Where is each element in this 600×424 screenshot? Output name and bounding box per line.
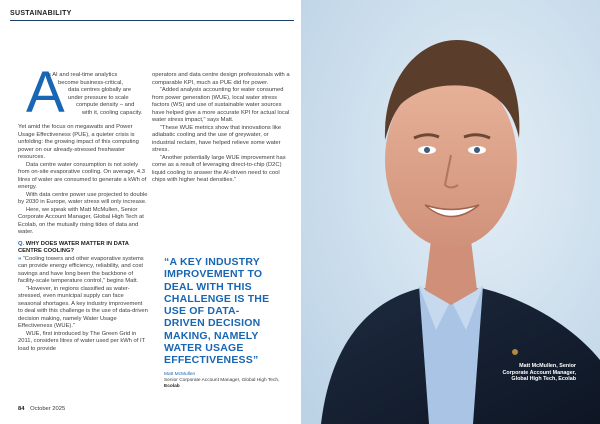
body-paragraph: “These WUE metrics show that innovations like adiabatic cooling and the use of greywater, or industrial reclaim, have helped relieve some water stress. bbox=[152, 124, 282, 153]
intro-line: data centres globally are bbox=[68, 87, 132, 93]
question-mark: Q. bbox=[18, 240, 25, 247]
body-paragraph bbox=[18, 256, 148, 286]
body-paragraph: With data centre power use projected to double by 2030 in Europe, water stress will only increase. bbox=[18, 191, 148, 205]
section-divider bbox=[10, 20, 294, 21]
credit-company: Ecolab bbox=[164, 384, 180, 389]
section-header bbox=[10, 10, 294, 17]
quote-credit bbox=[164, 372, 284, 390]
portrait-illustration bbox=[301, 0, 600, 424]
portrait-photo bbox=[301, 0, 600, 424]
body-paragraph: operators and data centre design professionals with a comparable KPI, much as PUE did for power. bbox=[152, 72, 290, 86]
intro-line: with it, cooling capacity. bbox=[82, 109, 143, 116]
body-paragraph: Here, we speak with Matt McMullen, Senior Corporate Account Manager, Global High Tech at Ecolab, on the mutually rising tides of data and water. bbox=[18, 206, 144, 235]
answer-text: “Cooling towers and other evaporative systems can provide energy efficiency, reliability, and cost savings and have long been the backbone of facility-scale temperature control,” begins Matt. bbox=[18, 255, 144, 284]
credit-name: Matt McMullen bbox=[164, 372, 196, 377]
page-number: 84 bbox=[18, 406, 25, 412]
photo-caption: Matt McMullen, Senior Corporate Account Manager, Global High Tech, Ecolab bbox=[502, 363, 576, 383]
body-column-right bbox=[152, 72, 292, 185]
answer-arrows-icon: » bbox=[18, 255, 22, 262]
section-label: SUSTAINABILITY bbox=[10, 10, 72, 17]
intro-block bbox=[18, 60, 148, 128]
intro-line: s AI and real-time analytics bbox=[48, 72, 118, 78]
right-iris bbox=[474, 147, 480, 153]
intro-line: under pressure to scale bbox=[68, 94, 129, 101]
issue-date: October 2025 bbox=[30, 406, 66, 412]
intro-line: become business-critical, bbox=[58, 79, 124, 86]
credit-title: Senior Corporate Account Manager, Global High Tech, bbox=[164, 378, 280, 383]
pull-quote: “A KEY INDUSTRY IMPROVEMENT TO DEAL WITH THIS CHALLENGE IS THE USE OF DATA-DRIVEN DECISION MAKING, NAMELY WATER USAGE EFFECTIVENESS” bbox=[164, 256, 270, 367]
left-iris bbox=[424, 147, 430, 153]
lapel-pin bbox=[512, 349, 518, 355]
body-paragraph: Yet amid the focus on megawatts and Power Usage Effectiveness (PUE), a quieter crisis is unfolding: the growing impact of this computing power on our already-stressed freshwater resources. bbox=[18, 124, 139, 160]
question-text: WHY DOES WATER MATTER IN DATA CENTRE COOLING? bbox=[18, 240, 129, 254]
intro-line: compute density – and bbox=[76, 102, 135, 108]
body-paragraph: WUE, first introduced by The Green Grid in 2011, considers litres of water used per kWh of IT load to provide bbox=[18, 330, 146, 352]
body-paragraph: “Another potentially large WUE improvement has come as a result of leveraging direct-to-chip (D2C) liquid cooling to answer the AI-driven need to cool chips with higher heat densities.” bbox=[152, 154, 286, 183]
body-paragraph: Data centre water consumption is not solely from on-site evaporative cooling. On average, 4.3 litres of water are consumed to generate a kWh of energy. bbox=[18, 161, 147, 190]
question-heading bbox=[18, 241, 148, 256]
body-paragraph: “However, in regions classified as water-stressed, even municipal supply can face seasonal shortages. A key industry improvement to deal with this challenge is the use of data-driven decision making, namely Water Usage Effectiveness (WUE).” bbox=[18, 285, 148, 329]
drop-cap: A bbox=[26, 60, 65, 125]
page-footer bbox=[18, 406, 65, 412]
body-column-left bbox=[18, 124, 148, 353]
body-paragraph: “Added analysis accounting for water consumed from power generation (WUE), local water stress factors (WS) and use of sustainable water sources have helped give a more accurate KPI for actual local water stress impact,” says Matt. bbox=[152, 87, 290, 123]
